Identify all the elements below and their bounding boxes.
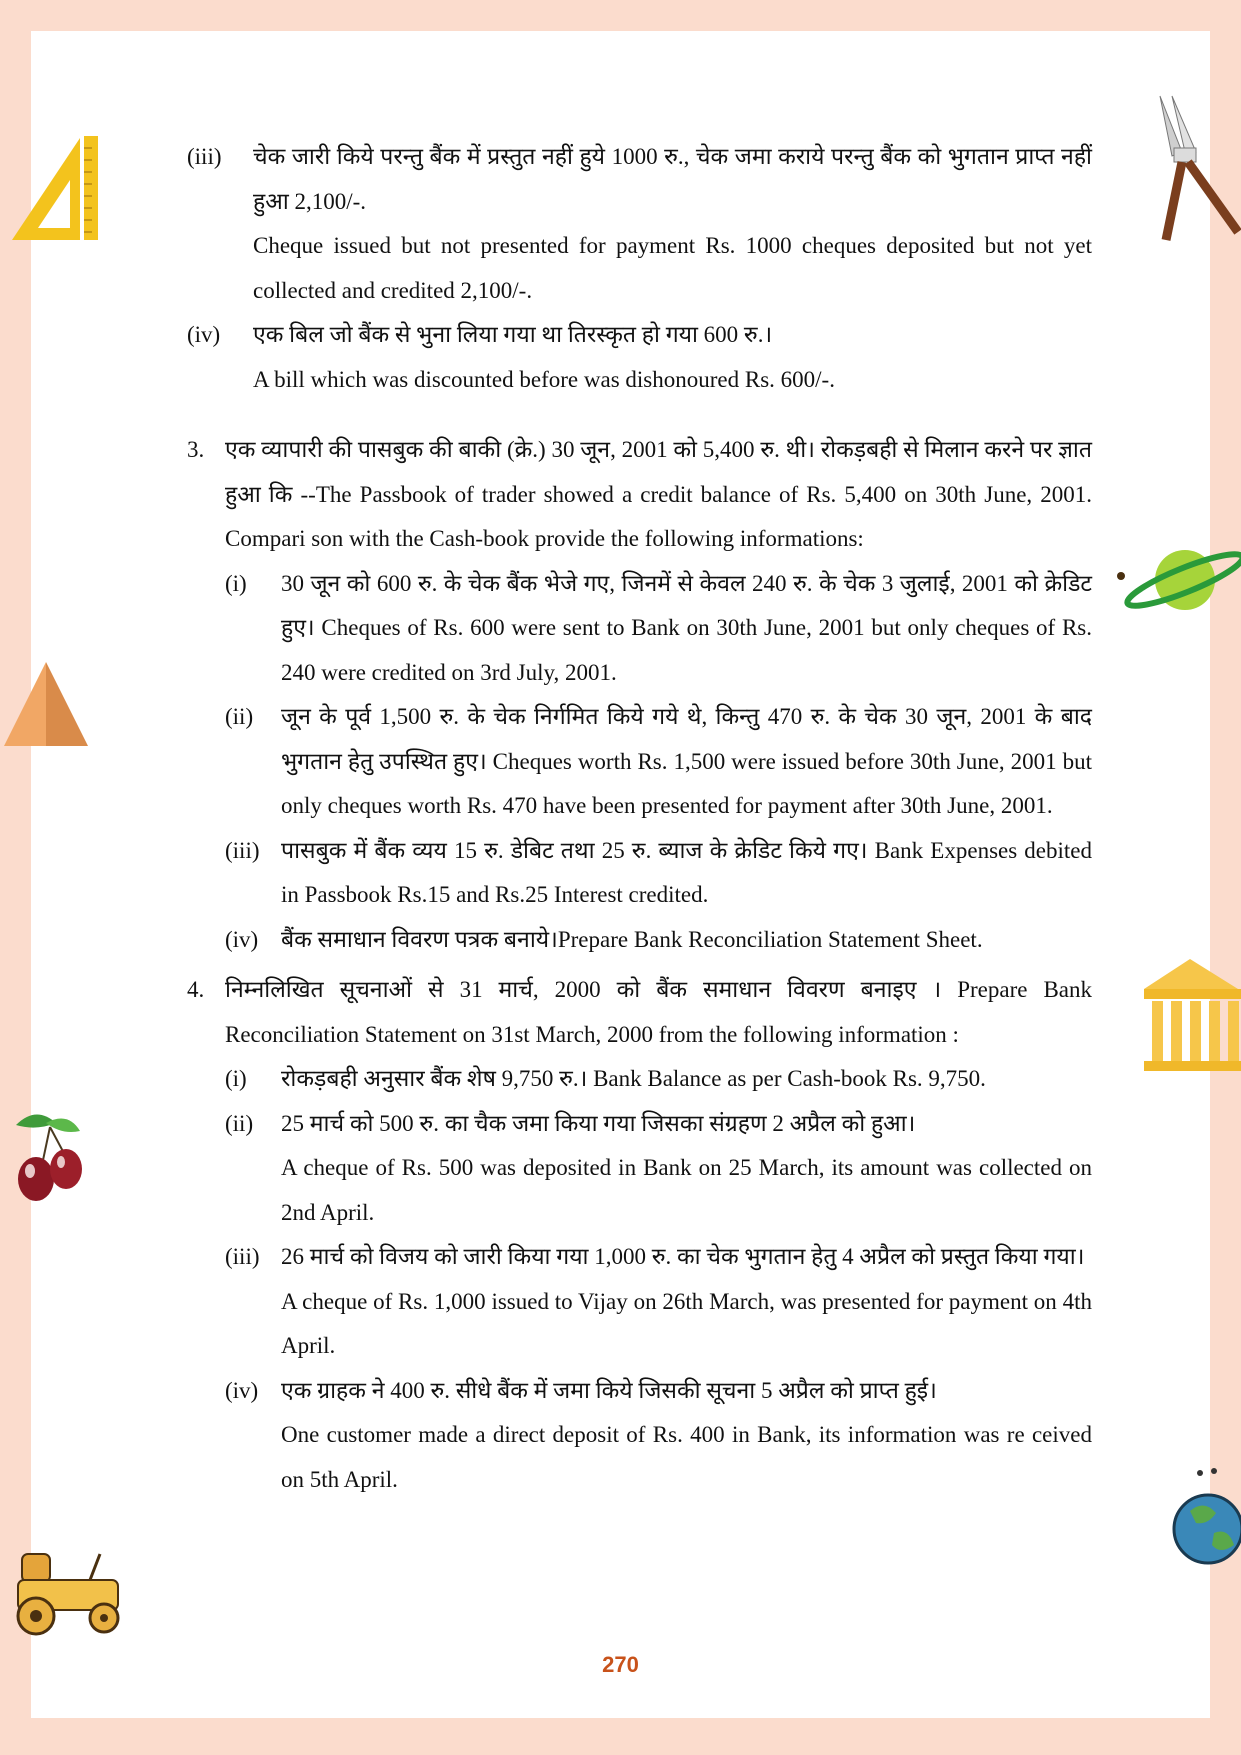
item-text-hindi: 26 मार्च को विजय को जारी किया गया 1,000 रु. का चेक भुगतान हेतु 4 अप्रैल को प्रस्तुत किया गया। xyxy=(281,1244,1085,1269)
list-item xyxy=(187,313,1092,402)
list-item xyxy=(187,918,1092,963)
cherries-icon xyxy=(6,1105,86,1205)
list-item xyxy=(187,829,1092,918)
question-3 xyxy=(187,428,1092,562)
question-text: एक व्यापारी की पासबुक की बाकी (क्रे.) 30 जून, 2001 को 5,400 रु. थी। रोकड़बही से मिलान करने पर ज्ञात हुआ कि --The Passbook of trader showed a credit balance of Rs. 5,400 on 30th June, 2001. Compari son with the Cash-book provide the following informations: xyxy=(225,437,1092,551)
list-item xyxy=(187,1102,1092,1236)
list-item xyxy=(187,562,1092,696)
item-text-english: A cheque of Rs. 1,000 issued to Vijay on 26th March, was presented for payment on 4th April. xyxy=(281,1288,1092,1358)
item-text: बैंक समाधान विवरण पत्रक बनाये।Prepare Bank Reconciliation Statement Sheet. xyxy=(281,926,983,952)
item-text-english: One customer made a direct deposit of Rs. 400 in Bank, its information was re ceived on 5th April. xyxy=(281,1422,1092,1492)
item-text: पासबुक में बैंक व्यय 15 रु. डेबिट तथा 25 रु. ब्याज के क्रेडिट किये गए। Bank Expenses debited in Passbook Rs.15 and Rs.25 Interest credited. xyxy=(281,837,1092,907)
item-text-english: Cheque issued but not presented for payment Rs. 1000 cheques deposited but not yet collected and credited 2,100/-. xyxy=(253,233,1092,303)
item-text-hindi: एक ग्राहक ने 400 रु. सीधे बैंक में जमा किये जिसकी सूचना 5 अप्रैल को प्राप्त हुई। xyxy=(281,1377,937,1403)
gear-cart-icon xyxy=(0,1540,130,1640)
item-text-hindi: चेक जारी किये परन्तु बैंक में प्रस्तुत नहीं हुये 1000 रु., चेक जमा कराये परन्तु बैंक को भुगतान प्राप्त नहीं हुआ 2,100/-. xyxy=(253,144,1092,214)
item-label: (iii) xyxy=(225,837,260,863)
item-label: (ii) xyxy=(225,1110,254,1136)
item-text-hindi: एक बिल जो बैंक से भुना लिया गया था तिरस्कृत हो गया 600 रु.। xyxy=(253,322,773,347)
question-text: निम्नलिखित सूचनाओं से 31 मार्च, 2000 को बैंक समाधान विवरण बनाइए । Prepare Bank Reconciliation Statement on 31st March, 2000 from the following information : xyxy=(225,977,1092,1047)
item-text-hindi: 25 मार्च को 500 रु. का चैक जमा किया गया जिसका संग्रहण 2 अप्रैल को हुआ। xyxy=(281,1110,916,1136)
pillar-building-icon xyxy=(1140,955,1241,1073)
list-item xyxy=(187,1369,1092,1503)
item-label: (iv) xyxy=(225,926,259,952)
question-4 xyxy=(187,968,1092,1057)
pyramid-icon xyxy=(2,660,90,750)
item-label: (iv) xyxy=(225,1377,259,1403)
item-text-hindi: रोकड़बही अनुसार बैंक शेष 9,750 रु.। Bank Balance as per Cash-book Rs. 9,750. xyxy=(281,1066,986,1091)
item-text-english: A cheque of Rs. 500 was deposited in Bank on 25 March, its amount was collected on 2nd April. xyxy=(281,1155,1092,1225)
page-number: 270 xyxy=(602,1652,639,1677)
item-label: (i) xyxy=(225,1066,247,1091)
list-item xyxy=(187,695,1092,829)
item-label: (iv) xyxy=(187,322,221,347)
scissors-icon xyxy=(1152,92,1241,242)
item-text: 30 जून को 600 रु. के चेक बैंक भेजे गए, जिनमें से केवल 240 रु. के चेक 3 जुलाई, 2001 को क्रेडिट हुए। Cheques of Rs. 600 were sent to Bank on 30th June, 2001 but only cheques of Rs. 240 were credited on 3rd July, 2001. xyxy=(281,570,1092,685)
ruler-triangle-icon xyxy=(8,132,104,244)
page-content xyxy=(187,135,1092,1502)
list-item xyxy=(187,1235,1092,1369)
item-label: (i) xyxy=(225,570,247,596)
item-text: जून के पूर्व 1,500 रु. के चेक निर्गमित किये गये थे, किन्तु 470 रु. के चेक 30 जून, 2001 के बाद भुगतान हेतु उपस्थित हुए। Cheques worth Rs. 1,500 were issued before 30th June, 2001 but only cheques worth Rs. 470 have been presented for payment after 30th June, 2001. xyxy=(281,704,1092,818)
item-label: (ii) xyxy=(225,704,254,729)
item-text-english: A bill which was discounted before was dishonoured Rs. 600/-. xyxy=(253,366,835,392)
question-number: 4. xyxy=(187,977,205,1002)
question-number: 3. xyxy=(187,437,205,462)
planet-icon xyxy=(1115,538,1241,618)
globe-icon xyxy=(1168,1465,1241,1570)
list-item xyxy=(187,135,1092,313)
item-label: (iii) xyxy=(225,1244,260,1269)
list-item xyxy=(187,1057,1092,1102)
item-label: (iii) xyxy=(187,144,222,169)
